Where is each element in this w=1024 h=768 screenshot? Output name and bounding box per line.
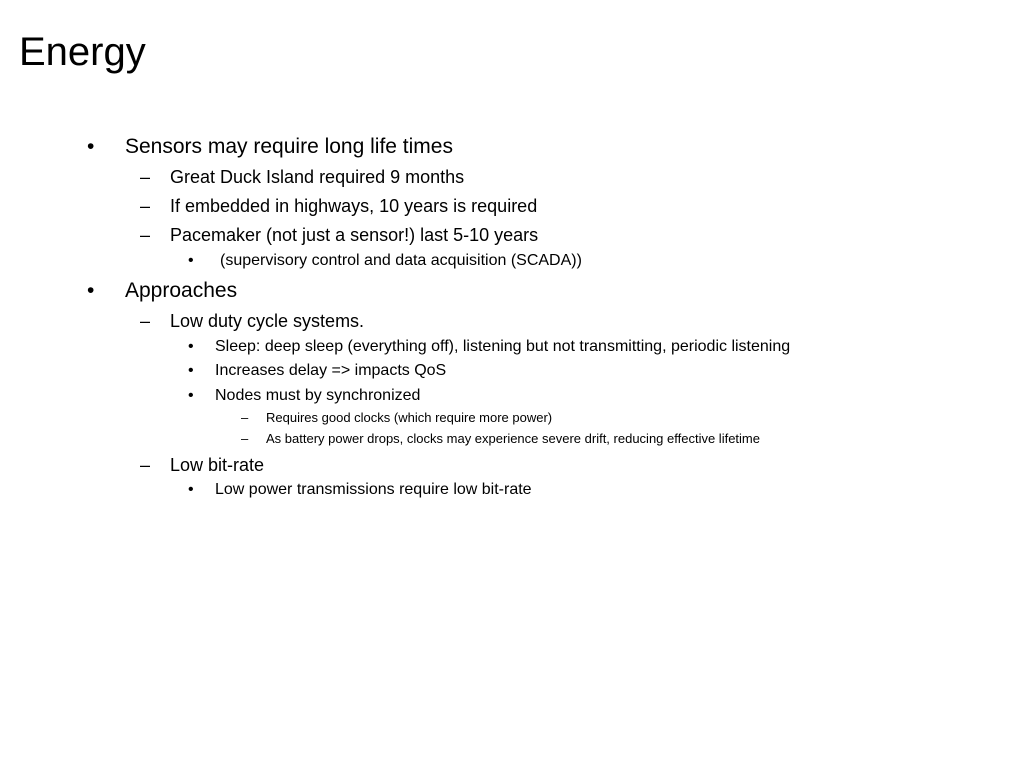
dash-icon: – bbox=[140, 196, 151, 216]
list-item-text: Great Duck Island required 9 months bbox=[170, 167, 465, 187]
list-item-text: Approaches bbox=[125, 279, 238, 302]
dash-icon: – bbox=[140, 455, 151, 475]
dash-icon: – bbox=[241, 410, 249, 425]
list-item-text: Sensors may require long life times bbox=[125, 135, 453, 158]
list-item-text: Increases delay => impacts QoS bbox=[215, 362, 447, 379]
list-item-text: Low duty cycle systems. bbox=[170, 311, 365, 331]
bullet-icon: • bbox=[188, 387, 194, 404]
list-item-text: Low bit-rate bbox=[170, 455, 265, 475]
list-item-text: As battery power drops, clocks may experience severe drift, reducing effective lifetime bbox=[266, 431, 760, 446]
bullet-icon: • bbox=[87, 135, 95, 158]
list-item-text: Nodes must by synchronized bbox=[215, 387, 421, 404]
list-item-text: Low power transmissions require low bit-rate bbox=[215, 481, 532, 498]
list-item-text: Pacemaker (not just a sensor!) last 5-10 years bbox=[170, 225, 539, 245]
dash-icon: – bbox=[140, 311, 151, 331]
bullet-icon: • bbox=[188, 362, 194, 379]
dash-icon: – bbox=[241, 431, 249, 446]
bullet-icon: • bbox=[87, 279, 95, 302]
dash-icon: – bbox=[140, 225, 151, 245]
bullet-icon: • bbox=[188, 338, 194, 355]
slide-title: Energy bbox=[19, 30, 146, 74]
bullet-icon: • bbox=[188, 481, 194, 498]
list-item-text: Requires good clocks (which require more power) bbox=[266, 410, 553, 425]
list-item-text: Sleep: deep sleep (everything off), listening but not transmitting, periodic listening bbox=[215, 338, 791, 355]
list-item-text: If embedded in highways, 10 years is required bbox=[170, 196, 538, 216]
dash-icon: – bbox=[140, 167, 151, 187]
bullet-icon: • bbox=[188, 252, 194, 269]
list-item-text: (supervisory control and data acquisition (SCADA)) bbox=[220, 252, 582, 269]
